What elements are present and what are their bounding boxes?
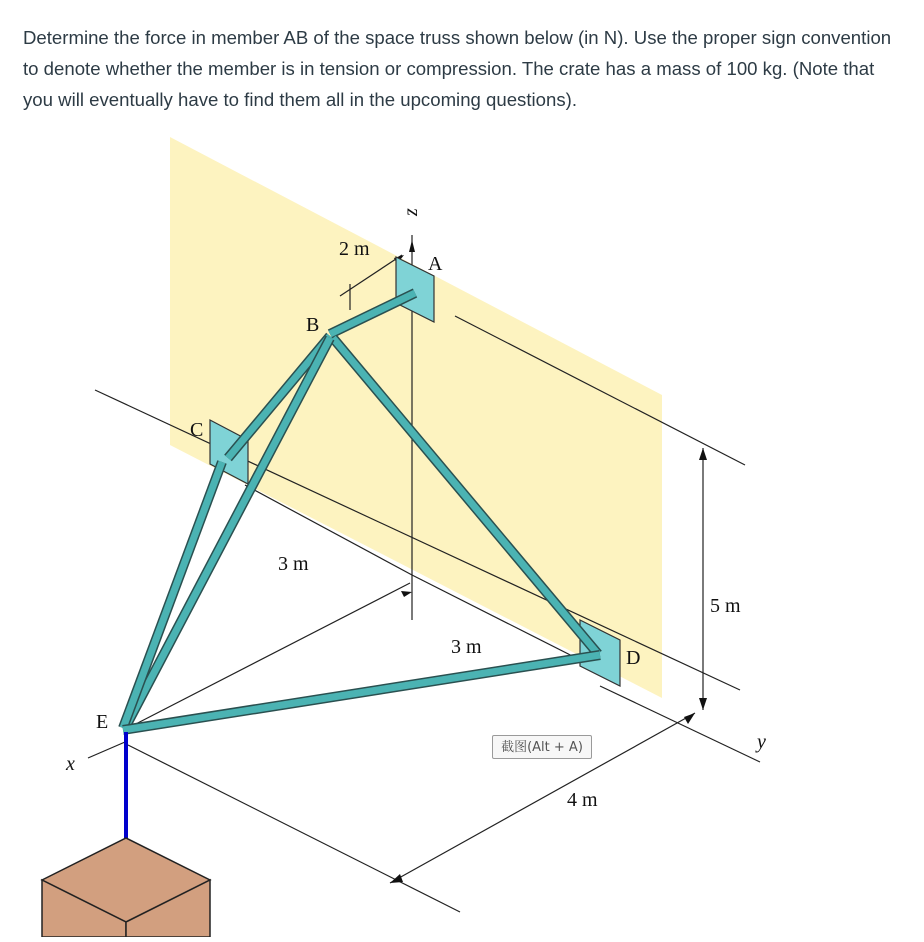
label-b: B [306, 314, 320, 336]
label-c: C [190, 419, 204, 441]
label-d: D [626, 647, 641, 669]
y-axis-line [600, 686, 760, 762]
space-truss-figure [0, 120, 924, 937]
x-axis-stub [88, 742, 125, 758]
arrowhead-5m-top [699, 448, 707, 460]
dim-label-5m: 5 m [710, 595, 741, 617]
wall-plane [170, 137, 662, 698]
arrowhead-4m-left [390, 874, 403, 883]
screenshot-tooltip: 截图(Alt + A) [492, 735, 592, 759]
arrowhead-origin [401, 591, 412, 597]
dim-label-2m: 2 m [339, 238, 370, 260]
crate [42, 838, 210, 937]
arrowhead-z [409, 240, 415, 252]
axis-label-x: x [66, 753, 75, 775]
arrowhead-4m-right [684, 713, 695, 724]
question-text: Determine the force in member AB of the space truss shown below (in N). Use the proper sign convention to denote whether the member is in tension or compression. The crate has a mass of 100 kg. (Note that you will eventually have to find them all in the upcoming questions). [23, 27, 892, 110]
dim-label-3m-right: 3 m [451, 636, 482, 658]
label-a: A [428, 253, 443, 275]
axis-label-y: y [757, 731, 766, 753]
dim-label-3m-left: 3 m [278, 553, 309, 575]
label-e: E [96, 711, 109, 733]
member-de [123, 655, 600, 730]
axis-label-z: z [400, 208, 422, 216]
dim-label-4m: 4 m [567, 789, 598, 811]
arrowhead-5m-bottom [699, 698, 707, 710]
member-ce [123, 462, 222, 728]
